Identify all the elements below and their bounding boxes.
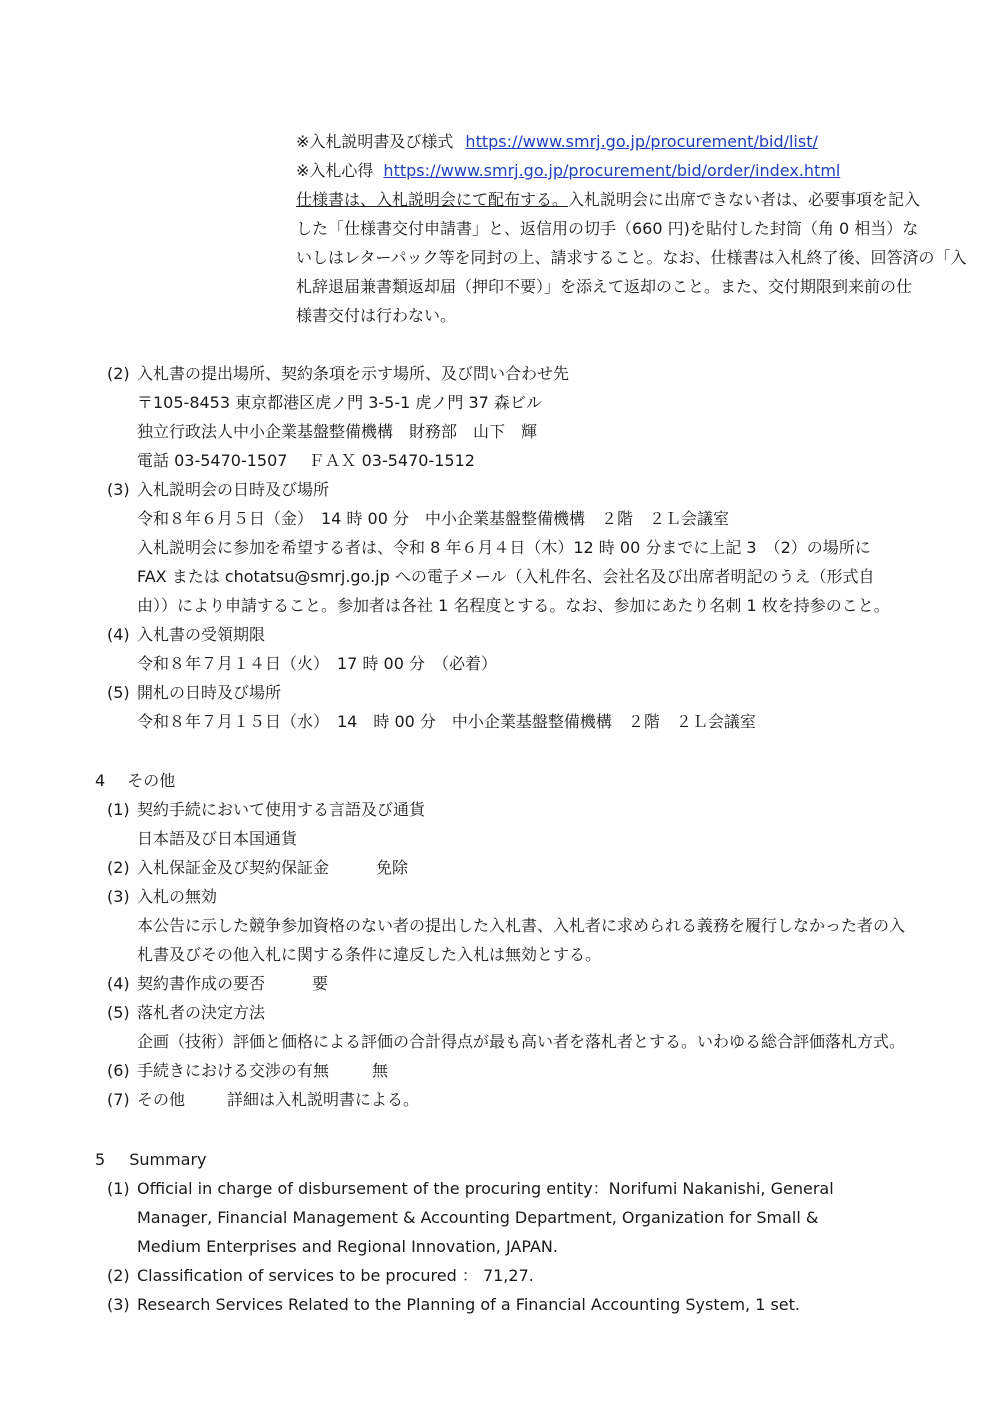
summary-item-1-line-3: Medium Enterprises and Regional Innovation, JAPAN. [137,1237,558,1256]
item-4-1-heading [107,795,425,824]
item-3-3-heading [107,475,329,504]
item-title: 入札書の受領期限 [137,625,266,644]
spec-line-2: した「仕様書交付申請書」と、返信用の切手（660 円)を貼付した封筒（角 0 相当）な [296,219,919,238]
item-number: (2) [107,364,130,383]
item-4-3-heading [107,882,217,911]
spec-line-1-rest: 入札説明会に出席できない者は、必要事項を記入 [568,190,921,209]
item-number: (1) [107,1179,130,1198]
item-value: 詳細は入札説明書による。 [227,1090,420,1109]
section-title: その他 [127,771,176,790]
item-number: (3) [107,480,130,499]
summary-item-1-line-1 [107,1174,834,1203]
bid-rules-line [296,156,840,185]
item-number: (2) [107,858,130,877]
briefing-body-2: FAX または chotatsu@smrj.go.jp への電子メール（入札件名、会社名及び出席者明記のうえ（形式自 [137,567,875,586]
item-title: 入札の無効 [137,887,218,906]
item-number: (4) [107,974,130,993]
item-title: 入札説明会の日時及び場所 [137,480,330,499]
item-number: (2) [107,1266,130,1285]
summary-item-2 [107,1261,534,1290]
briefing-datetime: 令和８年６月５日（金） 14 時 00 分 中小企業基盤整備機構 ２階 ２Ｌ会議室 [137,509,729,528]
section-number: 4 [95,771,106,790]
spec-line-1 [296,185,920,214]
section-4-heading [95,766,175,795]
contact-address: 〒105-8453 東京都港区虎ノ門 3-5-1 虎ノ門 37 森ビル [137,393,542,412]
item-title: 手続きにおける交渉の有無 [137,1061,330,1080]
item-title: その他 [137,1090,186,1109]
language-currency: 日本語及び日本国通貨 [137,829,298,848]
item-number: (5) [107,683,130,702]
bid-deadline: 令和８年７月１４日（火） 17 時 00 分 （必着） [137,654,497,673]
contact-organization: 独立行政法人中小企業基盤整備機構 財務部 山下 輝 [137,422,538,441]
briefing-body-1: 入札説明会に参加を希望する者は、令和 8 年６月４日（木）12 時 00 分までに上記 3 （2）の場所に [137,538,871,557]
item-3-2-heading [107,359,569,388]
item-number: (5) [107,1003,130,1022]
section-title: Summary [129,1150,207,1169]
bid-docs-link[interactable]: https://www.smrj.go.jp/procurement/bid/list/ [465,132,818,151]
section-5-heading [95,1145,207,1174]
spec-line-4: 札辞退届兼書類返却届（押印不要）」を添えて返却のこと。また、交付期限到来前の仕 [296,277,913,296]
bid-opening-datetime: 令和８年７月１５日（水） 14 時 00 分 中小企業基盤整備機構 ２階 ２Ｌ会議室 [137,712,756,731]
item-number: (3) [107,887,130,906]
briefing-body-3: 由））により申請すること。参加者は各社 1 名程度とする。なお、参加にあたり名刺 1 枚を持参のこと。 [137,596,890,615]
item-3-5-heading [107,678,281,707]
item-value: 要 [312,974,329,993]
spec-distribution-note: 仕様書は、入札説明会にて配布する。 [296,190,569,209]
item-4-6-heading [107,1056,388,1085]
item-title: 開札の日時及び場所 [137,683,282,702]
item-4-4-heading [107,969,328,998]
item-4-5-heading [107,998,265,1027]
spec-line-3: いしはレターパック等を同封の上、請求すること。なお、仕様書は入札終了後、回答済の「入 [296,248,967,267]
summary-item-1-line-2: Manager, Financial Management & Accounting Department, Organization for Small & [137,1208,819,1227]
bid-rules-link[interactable]: https://www.smrj.go.jp/procurement/bid/order/index.html [383,161,841,180]
item-title: 契約手続において使用する言語及び通貨 [137,800,426,819]
item-title: 入札書の提出場所、契約条項を示す場所、及び問い合わせ先 [137,364,570,383]
item-4-2-heading [107,853,408,882]
bid-docs-line [296,127,818,156]
award-method: 企画（技術）評価と価格による評価の合計得点が最も高い者を落札者とする。いわゆる総合評価落札方式。 [137,1032,906,1051]
item-value: 免除 [376,858,409,877]
spec-line-5: 様書交付は行わない。 [296,306,457,325]
summary-classification: Classification of services to be procured ： 71,27. [137,1266,534,1285]
invalid-bid-body-2: 札書及びその他入札に関する条件に違反した入札は無効とする。 [137,945,602,964]
item-number: (4) [107,625,130,644]
item-number: (7) [107,1090,130,1109]
item-number: (3) [107,1295,130,1314]
contact-phone-fax: 電話 03-5470-1507 ＦＡＸ 03-5470-1512 [137,451,475,470]
item-3-4-heading [107,620,265,649]
section-number: 5 [95,1150,106,1169]
item-title: 入札保証金及び契約保証金 [137,858,330,877]
bid-docs-label: ※入札説明書及び様式 [296,132,454,151]
summary-official: Official in charge of disbursement of the procuring entity：Norifumi Nakanishi, General [137,1179,834,1198]
item-number: (6) [107,1061,130,1080]
item-title: 落札者の決定方法 [137,1003,266,1022]
item-number: (1) [107,800,130,819]
item-value: 無 [372,1061,389,1080]
invalid-bid-body-1: 本公告に示した競争参加資格のない者の提出した入札書、入札者に求められる義務を履行しなかった者の入 [137,916,906,935]
bid-rules-label: ※入札心得 [296,161,374,180]
summary-item-3 [107,1290,800,1319]
item-title: 契約書作成の要否 [137,974,266,993]
summary-services: Research Services Related to the Planning of a Financial Accounting System, 1 set. [137,1295,800,1314]
item-4-7-heading [107,1085,419,1114]
